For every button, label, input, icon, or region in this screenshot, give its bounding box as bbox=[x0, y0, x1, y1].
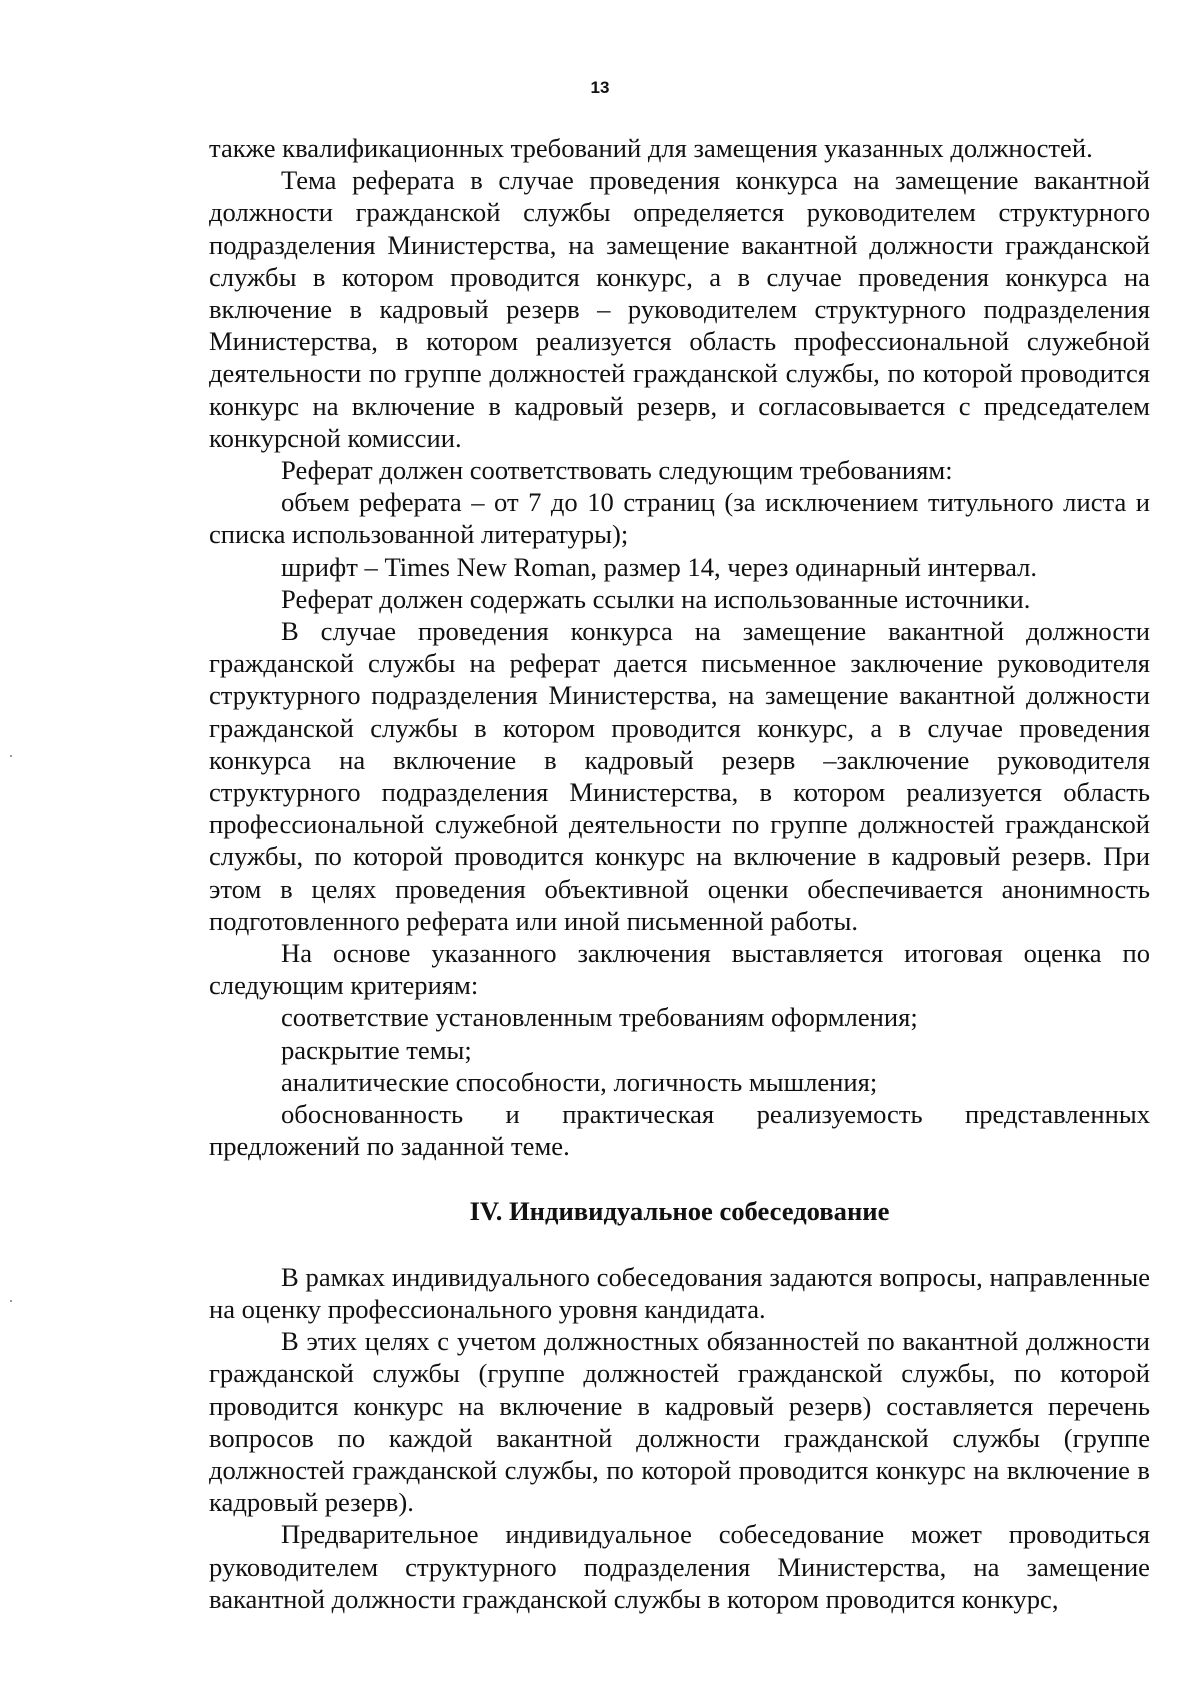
paragraph: Предварительное индивидуальное собеседование может проводиться руководителем структурного подразделения Министерства, на замещение вакантной должности гражданской службы в котором проводится конкурс, bbox=[209, 1519, 1150, 1614]
list-item: объем реферата – от 7 до 10 страниц (за исключением титульного листа и списка использованной литературы); bbox=[209, 487, 1150, 550]
paragraph: В рамках индивидуального собеседования задаются вопросы, направленные на оценку профессионального уровня кандидата. bbox=[209, 1261, 1150, 1324]
paragraph: Тема реферата в случае проведения конкурса на замещение вакантной должности гражданской службы определяется руководителем структурного подразделения Министерства, на замещение вакантной должности гражданской службы в котором проводится конкурс, а в случае проведения конкурса на включение в кадровый резерв – руководителем структурного подразделения Министерства, в котором реализуется область профессиональной служебной деятельности по группе должностей гражданской службы, по которой проводится конкурс на включение в кадровый резерв, и согласовывается с председателем конкурсной комиссии. bbox=[209, 165, 1150, 453]
paragraph: В этих целях с учетом должностных обязанностей по вакантной должности гражданской службы (группе должностей гражданской службы, по которой проводится конкурс на включение в кадровый резерв) составляется перечень вопросов по каждой вакантной должности гражданской службы (группе должностей гражданской службы, по которой проводится конкурс на включение в кадровый резерв). bbox=[209, 1326, 1150, 1518]
paragraph: Реферат должен содержать ссылки на использованные источники. bbox=[281, 583, 1031, 614]
list-item: шрифт – Times New Roman, размер 14, через одинарный интервал. bbox=[281, 551, 1038, 582]
page-number: 13 bbox=[590, 78, 610, 97]
list-item: раскрытие темы; bbox=[281, 1034, 472, 1065]
section-heading: IV. Индивидуальное собеседование bbox=[469, 1195, 890, 1226]
scan-artifact bbox=[10, 755, 12, 757]
paragraph: В случае проведения конкурса на замещение вакантной должности гражданской службы на реферат дается письменное заключение руководителя структурного подразделения Министерства, на замещение вакантной должности гражданской службы в котором проводится конкурс, а в случае проведения конкурса на включение в кадровый резерв –заключение руководителя структурного подразделения Министерства, в котором реализуется область профессиональной служебной деятельности по группе должностей гражданской службы, по которой проводится конкурс на включение в кадровый резерв. При этом в целях проведения объективной оценки обеспечивается анонимность подготовленного реферата или иной письменной работы. bbox=[209, 616, 1150, 936]
list-item: обоснованность и практическая реализуемость представленных предложений по заданной теме. bbox=[209, 1099, 1150, 1162]
paragraph: Реферат должен соответствовать следующим требованиям: bbox=[281, 455, 953, 486]
paragraph: На основе указанного заключения выставляется итоговая оценка по следующим критериям: bbox=[209, 938, 1150, 1001]
scan-artifact bbox=[10, 1300, 12, 1302]
document-body bbox=[209, 132, 1150, 1615]
list-item: аналитические способности, логичность мышления; bbox=[281, 1066, 878, 1097]
list-item: соответствие установленным требованиям оформления; bbox=[281, 1002, 918, 1033]
paragraph: также квалификационных требований для замещения указанных должностей. bbox=[209, 133, 1093, 163]
